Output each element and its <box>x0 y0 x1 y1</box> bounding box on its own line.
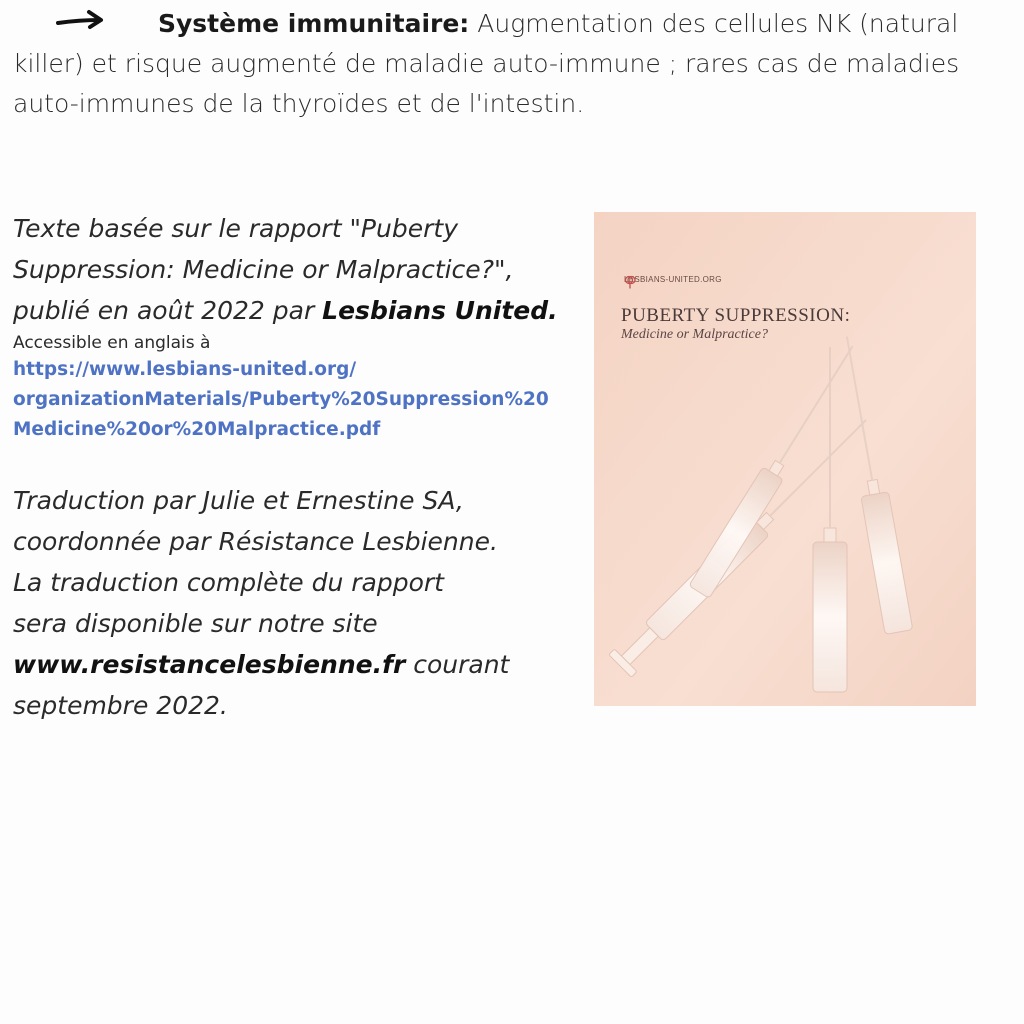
source-line-1: Texte basée sur le rapport "Puberty <box>13 214 458 243</box>
credits-block <box>13 208 583 726</box>
report-url-link[interactable] <box>13 355 583 445</box>
report-url-line-1[interactable]: https://www.lesbians-united.org/ <box>13 359 357 380</box>
translation-line-5-suffix: courant <box>405 650 510 679</box>
website-link[interactable]: www.resistancelesbienne.fr <box>13 650 406 679</box>
cover-brand-text: LESBIANS-UNITED.ORG <box>624 275 722 284</box>
cover-title: PUBERTY SUPPRESSION: <box>621 305 851 326</box>
translation-line-1: Traduction par Julie et Ernestine SA, <box>13 486 464 515</box>
immune-system-text: Augmentation des cellules NK (natural killer) et risque augmenté de maladie auto-immune ; rares cas de maladies auto-immunes de la thyroïdes et de l'intestin. <box>13 9 960 118</box>
immune-system-paragraph <box>13 4 1018 124</box>
immune-system-label: Système immunitaire: <box>158 9 470 38</box>
translation-line-6: septembre 2022. <box>13 691 228 720</box>
translation-line-2: coordonnée par Résistance Lesbienne. <box>13 527 498 556</box>
translation-line-5 <box>13 644 583 685</box>
venus-symbol-icon <box>624 275 636 289</box>
cover-brand <box>624 275 722 284</box>
cover-subtitle: Medicine or Malpractice? <box>621 327 768 342</box>
source-line-3 <box>13 290 583 331</box>
translation-line-3: La traduction complète du rapport <box>13 568 444 597</box>
report-cover-image <box>594 212 976 706</box>
access-note: Accessible en anglais à <box>13 333 211 353</box>
source-organization: Lesbians United. <box>322 296 558 325</box>
report-url-line-2[interactable]: organizationMaterials/Puberty%20Suppression%20 <box>13 389 549 410</box>
translation-line-4: sera disponible sur notre site <box>13 609 378 638</box>
syringes-illustration <box>594 212 976 706</box>
source-line-2: Suppression: Medicine or Malpractice?", <box>13 255 514 284</box>
report-url-line-3[interactable]: Medicine%20or%20Malpractice.pdf <box>13 419 381 440</box>
source-line-3-prefix: publié en août 2022 par <box>13 296 323 325</box>
